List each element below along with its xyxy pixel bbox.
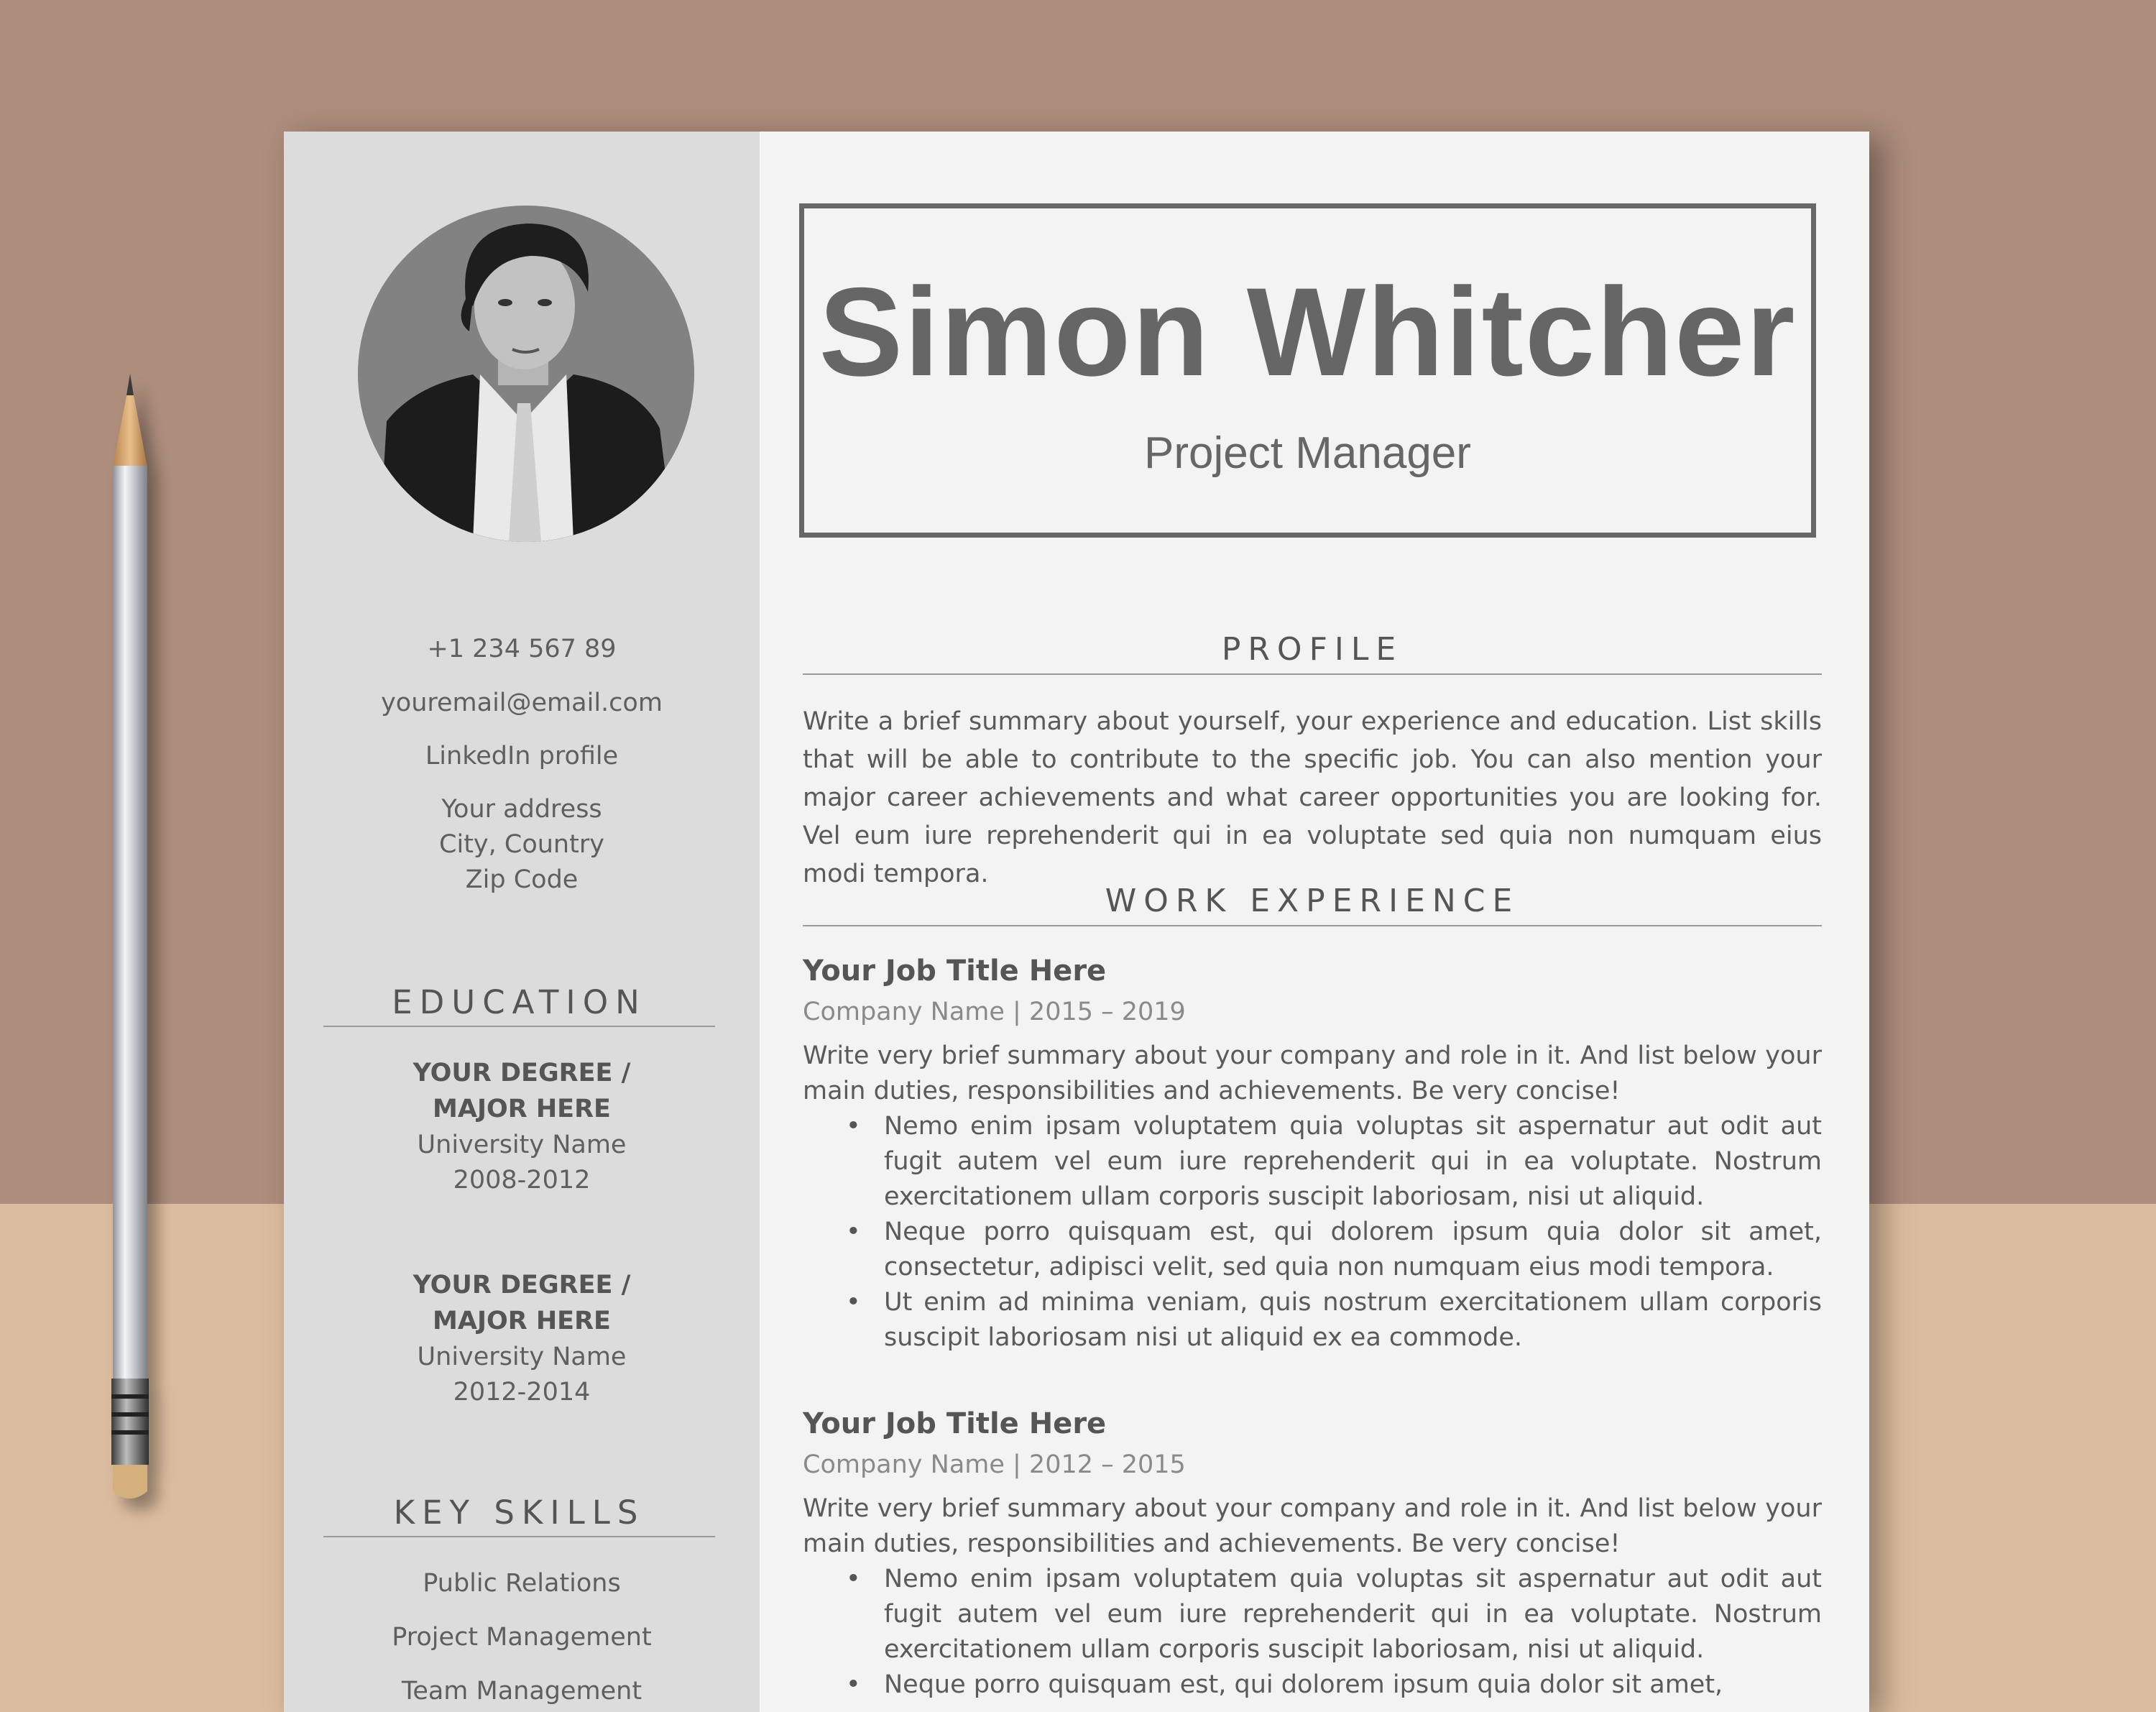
duty-item: • Ut enim ad minima veniam, quis nostrum exercitationem ullam corporis suscipit laboriosam nisi ut aliquid ex ea commode. [803,1285,1822,1356]
contact-address-line3: Zip Code [465,865,579,894]
duty-item: • Nemo enim ipsam voluptatem quia voluptas sit aspernatur aut odit aut fugit autem vel eum iure reprehenderit qui in ea voluptate. Nostrum exercitationem ullam corporis suscipit laboriosam, nisi ut aliquid. [803,1109,1822,1215]
contact-linkedin: LinkedIn profile [425,742,619,770]
duty-item: • Nemo enim ipsam voluptatem quia voluptas sit aspernatur aut odit aut fugit autem vel eum iure reprehenderit qui in ea voluptate. Nostrum exercitationem ullam corporis suscipit laboriosam, nisi ut aliquid. [803,1562,1822,1667]
duty-item: • Neque porro quisquam est, qui dolorem ipsum quia dolor sit amet, [803,1667,1822,1703]
profile-photo [358,206,694,542]
candidate-role: Project Manager [1144,428,1471,478]
education-2-school: University Name [417,1343,627,1371]
job-1-duties [803,1109,1822,1356]
duty-item: • Neque porro quisquam est, qui dolorem ipsum quia dolor sit amet, consectetur, adipisci velit, sed quia non numquam eius modi tempora. [803,1215,1822,1285]
job-1-summary: Write very brief summary about your company and role in it. And list below your main duties, responsibilities and achievements. Be very concise! [803,1041,1822,1105]
job-1-title: Your Job Title Here [803,954,1107,988]
contact-address-line1: Your address [441,795,602,824]
job-2-duties [803,1562,1822,1703]
profile-text: Write a brief summary about yourself, your experience and education. List skills that will be able to contribute to the specific job. You can also mention your major career achievements and what career opportunities you are looking for. Vel eum iure reprehenderit qui in ea voluptate sed quia non numquam eius modi tempora. [803,707,1822,888]
skill-item: Team Management [401,1677,642,1706]
person-portrait-icon [358,206,694,542]
education-1-degree-line2: MAJOR HERE [433,1095,611,1123]
education-2-degree-line1: YOUR DEGREE / [413,1271,631,1299]
education-2-degree-line2: MAJOR HERE [433,1307,611,1335]
job-1-company: Company Name | 2015 – 2019 [803,998,1186,1026]
resume-page [284,132,1869,1712]
education-heading: EDUCATION [323,983,715,1027]
skills-heading: KEY SKILLS [323,1494,715,1537]
skill-item: Project Management [392,1623,652,1652]
education-1-degree-line1: YOUR DEGREE / [413,1059,631,1087]
job-2-title: Your Job Title Here [803,1407,1107,1440]
contact-address-line2: City, Country [439,830,604,859]
name-box [799,203,1816,538]
sidebar [284,132,760,1712]
pencil-icon [111,374,149,1502]
education-1-years: 2008-2012 [453,1166,591,1195]
education-1-school: University Name [417,1131,627,1159]
contact-email: youremail@email.com [381,689,663,717]
skill-item: Public Relations [423,1569,621,1598]
education-2-years: 2012-2014 [453,1378,591,1407]
main-column [760,132,1869,1712]
work-experience-heading: WORK EXPERIENCE [803,883,1822,926]
profile-heading: PROFILE [803,631,1822,675]
job-2-summary: Write very brief summary about your company and role in it. And list below your main duties, responsibilities and achievements. Be very concise! [803,1494,1822,1558]
job-2-company: Company Name | 2012 – 2015 [803,1450,1186,1479]
contact-phone: +1 234 567 89 [427,635,617,663]
candidate-name: Simon Whitcher [819,262,1797,402]
